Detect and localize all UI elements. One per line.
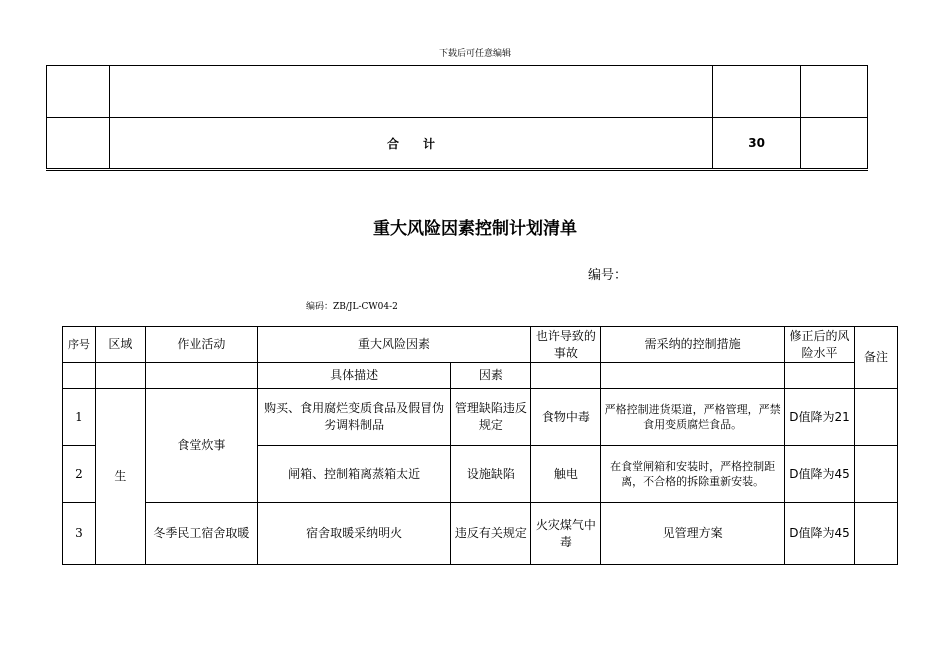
empty-cell: [801, 66, 868, 118]
row-factor: 违反有关规定: [451, 503, 531, 565]
empty-cell: [785, 363, 855, 389]
empty-cell: [145, 363, 257, 389]
row-measures: 在食堂闸箱和安装时，严格控制距离，不合格的拆除重新安装。: [601, 446, 785, 503]
header-remark: 备注: [854, 327, 897, 389]
empty-cell: [47, 66, 110, 118]
total-value: 30: [713, 118, 801, 170]
empty-cell: [63, 363, 96, 389]
row-level: D值降为45: [785, 446, 855, 503]
row-seq: 1: [63, 389, 96, 446]
page-title: 重大风险因素控制计划清单: [373, 219, 577, 239]
empty-cell: [801, 118, 868, 170]
previous-table-end: [46, 65, 868, 171]
row-factor: 设施缺陷: [451, 446, 531, 503]
table-row: [63, 503, 898, 565]
header-accident: 也许导致的事故: [531, 327, 601, 363]
header-area: 区域: [95, 327, 145, 363]
header-risk: 重大风险因素: [257, 327, 531, 363]
row-activity: 食堂炊事: [145, 389, 257, 503]
row-seq: 3: [63, 503, 96, 565]
header-detail: 具体描述: [257, 363, 451, 389]
row-area: 生: [95, 389, 145, 565]
risk-control-table: [62, 326, 898, 565]
header-factor: 因素: [451, 363, 531, 389]
row-factor: 管理缺陷违反规定: [451, 389, 531, 446]
row-measures: 见管理方案: [601, 503, 785, 565]
row-level: D值降为45: [785, 503, 855, 565]
row-accident: 食物中毒: [531, 389, 601, 446]
empty-cell: [601, 363, 785, 389]
row-remark: [854, 446, 897, 503]
empty-cell: [47, 118, 110, 170]
row-accident: 火灾煤气中毒: [531, 503, 601, 565]
row-accident: 触电: [531, 446, 601, 503]
code-label: 编码：ZB/JL-CW04-2: [306, 302, 398, 312]
row-detail: 购买、食用腐烂变质食品及假冒伪劣调料制品: [257, 389, 451, 446]
empty-cell: [109, 66, 712, 118]
table-row: [63, 389, 898, 446]
row-detail: 宿舍取暖采纳明火: [257, 503, 451, 565]
header-activity: 作业活动: [145, 327, 257, 363]
number-label: 编号：: [588, 268, 628, 283]
empty-cell: [531, 363, 601, 389]
header-measures: 需采纳的控制措施: [601, 327, 785, 363]
total-label: 合 计: [109, 118, 712, 170]
header-level: 修正后的风险水平: [785, 327, 855, 363]
row-detail: 闸箱、控制箱离蒸箱太近: [257, 446, 451, 503]
row-level: D值降为21: [785, 389, 855, 446]
row-seq: 2: [63, 446, 96, 503]
row-measures: 严格控制进货渠道，严格管理，严禁食用变质腐烂食品。: [601, 389, 785, 446]
page-header-note: 下载后可任意编辑: [438, 49, 511, 59]
row-remark: [854, 503, 897, 565]
empty-cell: [713, 66, 801, 118]
row-remark: [854, 389, 897, 446]
header-seq: 序号: [63, 327, 96, 363]
empty-cell: [95, 363, 145, 389]
row-activity: 冬季民工宿舍取暖: [145, 503, 257, 565]
